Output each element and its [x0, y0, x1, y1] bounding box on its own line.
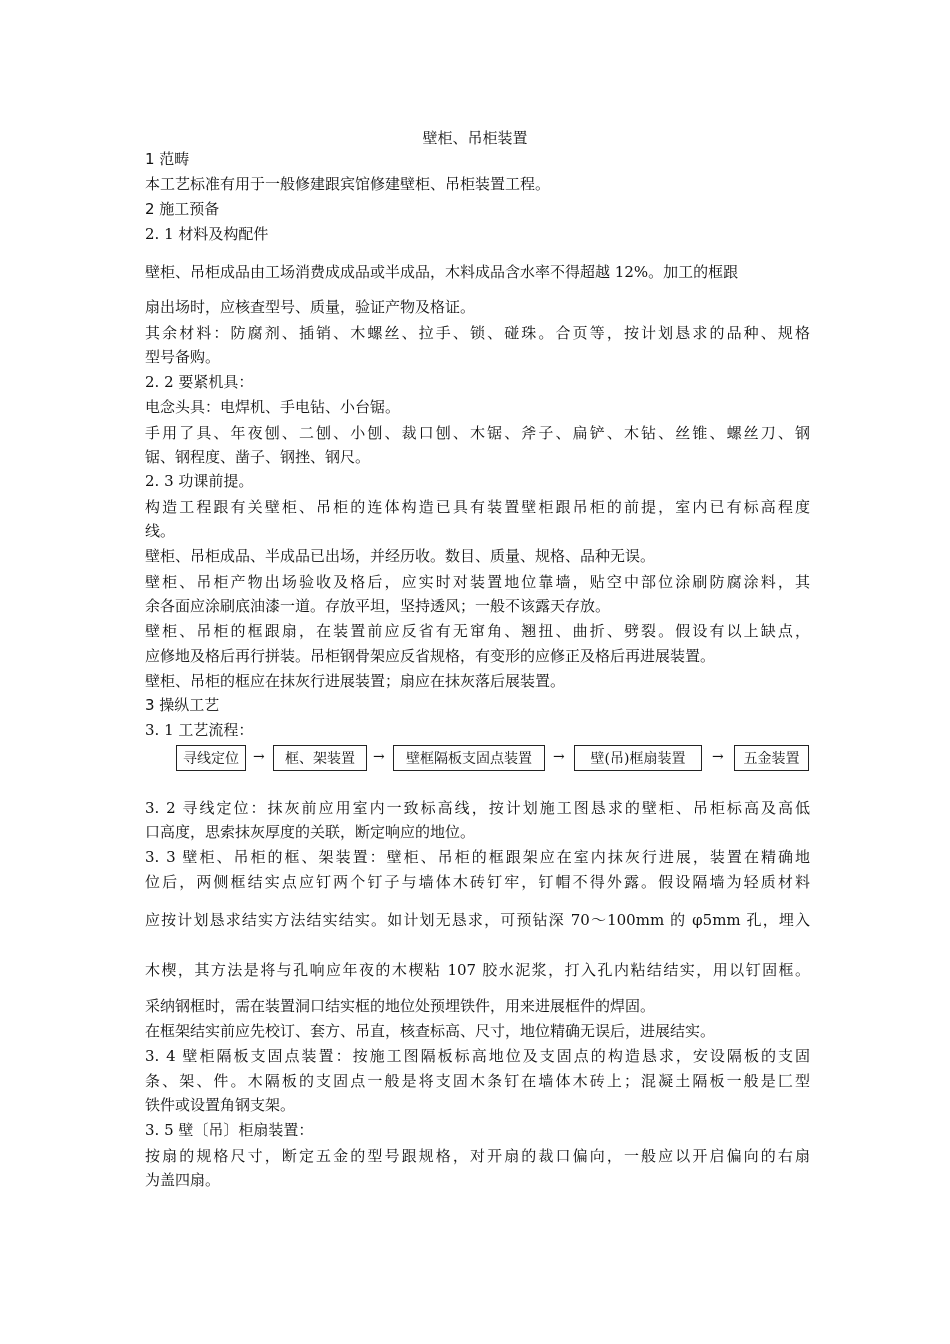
- paragraph-line: 应修地及格后再行拼装。吊柜钢骨架应反省规格，有变形的应修正及格后再进展装置。: [145, 647, 716, 665]
- flow-arrow: →: [553, 749, 565, 765]
- paragraph-line: 铁件或设置角钢支架。: [145, 1096, 296, 1114]
- paragraph-line: 采纳钢框时，需在装置洞口结实框的地位处预埋铁件，用来进展框件的焊固。: [145, 997, 656, 1015]
- paragraph-line: 其余材料：防腐剂、插销、木螺丝、拉手、锁、碰珠。合页等，按计划恳求的品种、规格: [145, 324, 810, 342]
- subsection-heading: 3. 1 工艺流程：: [145, 721, 254, 739]
- paragraph-line: 本工艺标准有用于一般修建跟宾馆修建壁柜、吊柜装置工程。: [145, 175, 551, 193]
- paragraph-line: 型号备购。: [145, 348, 221, 366]
- paragraph-line: 木楔，其方法是将与孔响应年夜的木楔粘 107 胶水泥浆，打入孔内粘结结实，用以钉固框。: [145, 961, 810, 979]
- paragraph-line: 壁柜、吊柜成品由工场消费成成品或半成品，木料成品含水率不得超越 12%。加工的框跟: [145, 263, 739, 281]
- subsection-heading: 2. 2 要紧机具：: [145, 373, 254, 391]
- section-heading: 3 操纵工艺: [145, 696, 220, 714]
- paragraph-line: 构造工程跟有关壁柜、吊柜的连体构造已具有装置壁柜跟吊柜的前提，室内已有标高程度: [145, 498, 810, 516]
- paragraph-line: 壁柜、吊柜成品、半成品已出场，并经历收。数目、质量、规格、品种无误。: [145, 547, 656, 565]
- paragraph-line: 位后，两侧框结实点应钉两个钉子与墙体木砖钉牢，钉帽不得外露。假设隔墙为轻质材料: [145, 873, 810, 891]
- paragraph-line: 余各面应涂刷底油漆一道。存放平坦，坚持透风；一般不该露天存放。: [145, 597, 611, 615]
- flow-step-box: 壁(吊)框扇装置: [574, 745, 702, 771]
- paragraph-line: 壁柜、吊柜的框应在抹灰行进展装置；扇应在抹灰落后展装置。: [145, 672, 566, 690]
- paragraph-line: 3. 4 壁柜隔板支固点装置：按施工图隔板标高地位及支固点的构造恳求，安设隔板的支固: [145, 1047, 810, 1065]
- paragraph-line: 线。: [145, 522, 176, 540]
- flow-step-box: 五金装置: [734, 745, 809, 771]
- paragraph-line: 扇出场时，应核查型号、质量，验证产物及格证。: [145, 298, 476, 316]
- flow-step-box: 壁框隔板支固点装置: [393, 745, 545, 771]
- paragraph-line: 条、架、件。木隔板的支固点一般是将支固木条钉在墙体木砖上；混凝土隔板一般是匚型: [145, 1072, 810, 1090]
- paragraph-line: 锯、钢程度、凿子、钢挫、钢尺。: [145, 448, 371, 466]
- document-title: 壁柜、吊柜装置: [422, 129, 528, 147]
- flow-arrow: →: [712, 749, 724, 765]
- paragraph-line: 3. 2 寻线定位：抹灰前应用室内一致标高线，按计划施工图恳求的壁柜、吊柜标高及高低: [145, 799, 810, 817]
- paragraph-line: 在框架结实前应先校订、套方、吊直，核查标高、尺寸，地位精确无误后，进展结实。: [145, 1022, 716, 1040]
- subsection-heading: 3. 5 壁〔吊〕柜扇装置：: [145, 1121, 314, 1139]
- paragraph-line: 口高度，思索抹灰厚度的关联，断定响应的地位。: [145, 823, 476, 841]
- section-heading: 1 范畴: [145, 150, 190, 168]
- paragraph-line: 按扇的规格尺寸，断定五金的型号跟规格，对开扇的裁口偏向，一般应以开启偏向的右扇: [145, 1147, 810, 1165]
- flow-step-box: 寻线定位: [176, 745, 246, 771]
- subsection-heading: 2. 1 材料及构配件: [145, 225, 269, 243]
- subsection-heading: 2. 3 功课前提。: [145, 472, 254, 490]
- paragraph-line: 电念头具：电焊机、手电钻、小台锯。: [145, 398, 401, 416]
- paragraph-line: 3. 3 壁柜、吊柜的框、架装置：壁柜、吊柜的框跟架应在室内抹灰行进展，装置在精确地: [145, 848, 810, 866]
- paragraph-line: 应按计划恳求结实方法结实结实。如计划无恳求，可预钻深 70～100mm 的 φ5mm 孔，埋入: [145, 911, 810, 929]
- paragraph-line: 手用了具、年夜刨、二刨、小刨、裁口刨、木锯、斧子、扁铲、木钻、丝锥、螺丝刀、钢: [145, 424, 810, 442]
- flow-arrow: →: [373, 749, 385, 765]
- paragraph-line: 壁柜、吊柜产物出场验收及格后，应实时对装置地位靠墙，贴空中部位涂刷防腐涂料，其: [145, 573, 810, 591]
- flow-step-box: 框、架装置: [273, 745, 367, 771]
- paragraph-line: 壁柜、吊柜的框跟扇，在装置前应反省有无窜角、翘扭、曲折、劈裂。假设有以上缺点，: [145, 622, 810, 640]
- paragraph-line: 为盖四扇。: [145, 1171, 221, 1189]
- section-heading: 2 施工预备: [145, 200, 220, 218]
- flow-arrow: →: [253, 749, 265, 765]
